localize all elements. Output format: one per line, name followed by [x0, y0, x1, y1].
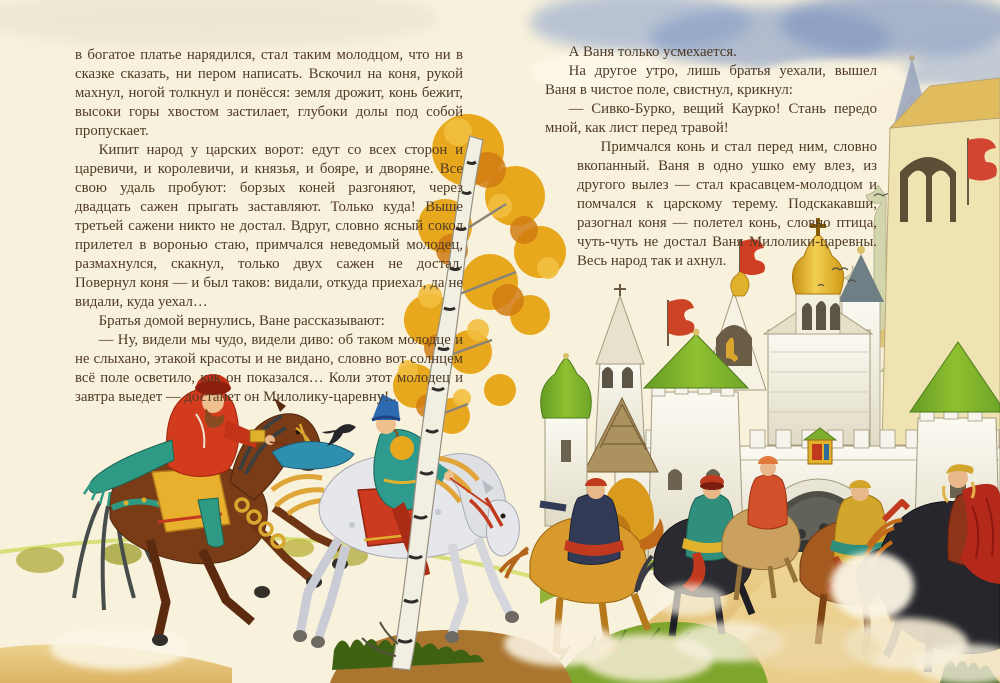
dust-puff [50, 626, 190, 670]
left-page-text [75, 46, 463, 407]
paragraph: — Ну, видели мы чудо, видели диво: об таком молодце и не слыхано, этакой красоты и не видано, словно вот солнцем всё поле осветило, как он показался… Коли этот молодец и завтра выедет — достанет он Милолику-царевну!.. [75, 332, 463, 405]
paragraph: в богатое платье нарядился, стал таким молодцом, что ни в сказке сказать, ни пером написать. Вскочил на коня, рукой махнул, ногой толкнул и понёсся: земля дрожит, конь бежит, высоки горы хвостом застилает, глубоки долы под собой пропускает. [75, 47, 463, 139]
right-page-text [545, 43, 877, 294]
paragraph: — Сивко-Бурко, вещий Каурко! Стань передо мной, как лист перед травой! [545, 101, 877, 136]
paragraph: Братья домой вернулись, Ване рассказывают: [98, 313, 385, 329]
paragraph: На другое утро, лишь братья уехали, вышел Ваня в чистое поле, свистнул, крикнул: [545, 63, 877, 98]
paragraph: Примчался конь и стал перед ним, словно вкопанный. Ваня в одно ушко ему влез, из другого вылез — стал красавцем-молодцом и помчался к царскому терему. Подскакавши, разогнал коня — полетел конь, словно птица, чуть-чуть не достал Ваня Милолики-царевны. Весь народ так и ахнул. [577, 139, 877, 269]
paragraph: А Ваня только усмехается. [568, 44, 737, 60]
text-wrap-spacer [545, 142, 577, 294]
paragraph: Кипит народ у царских ворот: едут со всех сторон и царевичи, и королевичи, и князья, и бояре, и дворяне. Все свою удаль пробуют: борзых коней разгоняют, через двадцать сажен прыгать заставляют. Только куда! Выше третьей сажени никто не достал. Вдруг, словно ясный сокол прилетел в воронью стаю, примчался неведомый молодец, размахнулся, скакнул, только двух сажен не достал. Повернул коня — и был таков: видали, откуда приехал, да не видали, куда уехал… [75, 142, 463, 310]
